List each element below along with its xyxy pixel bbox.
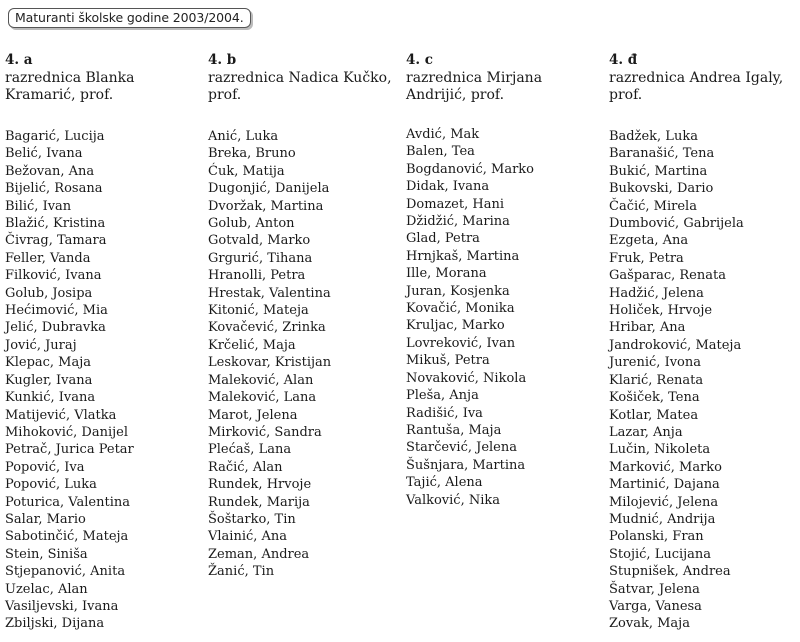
- student-name: Belić, Ivana: [5, 146, 83, 162]
- student-name: Marot, Jelena: [208, 407, 298, 423]
- student-name: Mudnić, Andrija: [609, 511, 716, 527]
- student-name: Hribar, Ana: [609, 320, 686, 336]
- student-name: Valković, Nika: [406, 492, 501, 508]
- student-name: Šoštarko, Tin: [208, 511, 296, 527]
- student-name: Mirković, Sandra: [208, 424, 322, 440]
- student-name: Ezgeta, Ana: [609, 233, 689, 249]
- student-name: Čivrag, Tamara: [5, 233, 107, 249]
- student-name: Ćuk, Matija: [208, 163, 285, 179]
- student-name: Starčević, Jelena: [406, 440, 517, 456]
- class-teacher: razrednica Nadica Kučko, prof.: [208, 70, 392, 103]
- student-name: Feller, Vanda: [5, 250, 91, 266]
- student-name: Avdić, Mak: [406, 127, 480, 142]
- student-name: Stjepanović, Anita: [5, 564, 126, 580]
- student-name: Zbiljski, Dijana: [5, 616, 105, 632]
- student-name: Krčelić, Maja: [208, 337, 296, 353]
- student-name: Radišić, Iva: [406, 405, 483, 421]
- student-name: Martinić, Dajana: [609, 477, 720, 493]
- student-name: Hadžić, Jelena: [609, 285, 704, 301]
- student-name: Pleša, Anja: [406, 388, 479, 404]
- student-name: Klepac, Maja: [5, 355, 92, 371]
- student-name: Sabotinčić, Mateja: [5, 529, 129, 545]
- student-name: Breka, Bruno: [208, 146, 296, 162]
- student-name: Bilić, Ivan: [5, 198, 72, 214]
- student-name: Jelić, Dubravka: [5, 320, 106, 336]
- student-name: Zovak, Maja: [609, 616, 690, 632]
- student-name: Rundek, Marija: [208, 494, 310, 510]
- student-name: Glad, Petra: [406, 231, 480, 247]
- page-title: Maturanti školske godine 2003/2004.: [8, 8, 251, 28]
- student-name: Kitonić, Mateja: [208, 303, 309, 319]
- student-name: Plećaš, Lana: [208, 442, 292, 458]
- student-name: Anić, Luka: [208, 129, 279, 144]
- student-name: Filković, Ivana: [5, 268, 102, 284]
- student-name: Kugler, Ivana: [5, 372, 93, 388]
- student-name: Salar, Mario: [5, 511, 86, 527]
- student-name: Kovačić, Monika: [406, 301, 515, 317]
- student-name: Bogdanović, Marko: [406, 161, 535, 177]
- student-name: Dumbović, Gabrijela: [609, 216, 744, 232]
- student-name: Fruk, Petra: [609, 250, 684, 266]
- student-name: Gotvald, Marko: [208, 233, 311, 249]
- student-name: Jović, Juraj: [5, 337, 77, 353]
- student-name: Dugonjić, Danijela: [208, 181, 330, 197]
- student-name: Maleković, Alan: [208, 372, 314, 388]
- student-name: Petrač, Jurica Petar: [5, 442, 134, 458]
- student-name: Hrnjkaš, Martina: [406, 248, 520, 264]
- student-name: Rantuša, Maja: [406, 422, 502, 438]
- student-name: Grgurić, Tihana: [208, 250, 313, 266]
- student-name: Bukić, Martina: [609, 163, 708, 179]
- student-name: Vlainić, Ana: [208, 529, 288, 545]
- student-name: Holiček, Hrvoje: [609, 303, 713, 319]
- student-name: Dvoržak, Martina: [208, 198, 324, 214]
- student-name: Zeman, Andrea: [208, 546, 310, 562]
- student-name: Blažić, Kristina: [5, 216, 106, 232]
- student-name: Jurenić, Ivona: [609, 355, 701, 371]
- student-name: Stojić, Lucijana: [609, 546, 712, 562]
- student-name: Polanski, Fran: [609, 529, 704, 545]
- student-name: Hrestak, Valentina: [208, 285, 331, 301]
- class-heading: 4. đ: [609, 52, 638, 68]
- student-name: Hećimović, Mia: [5, 303, 108, 319]
- class-heading: 4. a: [5, 52, 33, 68]
- student-name: Poturica, Valentina: [5, 494, 130, 510]
- student-name: Balen, Tea: [406, 144, 475, 160]
- student-name: Jandroković, Mateja: [609, 337, 742, 353]
- student-name: Bežovan, Ana: [5, 163, 95, 179]
- student-name: Bijelić, Rosana: [5, 181, 103, 197]
- student-name: Košiček, Tena: [609, 390, 700, 406]
- student-name: Domazet, Hani: [406, 196, 504, 212]
- class-teacher: razrednica Andrea Igaly, prof.: [609, 70, 784, 103]
- student-name: Milojević, Jelena: [609, 494, 719, 510]
- student-name: Hranolli, Petra: [208, 268, 306, 284]
- student-name: Klarić, Renata: [609, 372, 704, 388]
- student-name: Lovreković, Ivan: [406, 335, 516, 351]
- student-name: Varga, Vanesa: [609, 598, 702, 614]
- class-column-4b: [208, 52, 398, 580]
- student-name: Kotlar, Matea: [609, 407, 699, 423]
- class-heading: 4. b: [208, 52, 237, 68]
- student-list: [208, 128, 331, 581]
- class-column-4d: [609, 52, 799, 632]
- student-name: Bagarić, Lucija: [5, 129, 105, 144]
- student-name: Vasiljevski, Ivana: [5, 598, 119, 614]
- student-name: Stupnišek, Andrea: [609, 564, 731, 580]
- student-name: Marković, Marko: [609, 459, 723, 475]
- student-name: Rundek, Hrvoje: [208, 477, 312, 493]
- student-name: Kovačević, Zrinka: [208, 320, 326, 336]
- student-name: Gašparac, Renata: [609, 268, 726, 284]
- student-name: Žanić, Tin: [208, 564, 275, 580]
- class-teacher: razrednica Mirjana Andrijić, prof.: [406, 70, 543, 103]
- class-column-4a: [5, 52, 195, 632]
- class-heading: 4. c: [406, 52, 434, 68]
- student-name: Lučin, Nikoleta: [609, 442, 711, 458]
- student-name: Maleković, Lana: [208, 390, 317, 406]
- student-list: [5, 128, 134, 633]
- student-name: Šušnjara, Martina: [406, 457, 526, 473]
- student-name: Kruljac, Marko: [406, 318, 505, 334]
- class-column-4c: [406, 52, 606, 508]
- student-name: Račić, Alan: [208, 459, 283, 475]
- student-name: Ille, Morana: [406, 266, 487, 282]
- student-name: Popović, Iva: [5, 459, 85, 475]
- student-name: Šatvar, Jelena: [609, 581, 700, 597]
- student-name: Leskovar, Kristijan: [208, 355, 332, 371]
- student-name: Uzelac, Alan: [5, 581, 88, 597]
- student-name: Didak, Ivana: [406, 179, 490, 195]
- student-name: Badžek, Luka: [609, 129, 698, 144]
- student-name: Matijević, Vlatka: [5, 407, 117, 423]
- student-name: Bukovski, Dario: [609, 181, 714, 197]
- student-name: Juran, Kosjenka: [406, 283, 510, 299]
- student-name: Čačić, Mirela: [609, 198, 697, 214]
- student-name: Tajić, Alena: [406, 475, 483, 491]
- student-name: Popović, Luka: [5, 477, 97, 493]
- student-name: Lazar, Anja: [609, 424, 683, 440]
- student-name: Baranašić, Tena: [609, 146, 715, 162]
- student-name: Džidžić, Marina: [406, 214, 510, 230]
- student-name: Golub, Josipa: [5, 285, 93, 301]
- student-list: [609, 128, 744, 633]
- student-name: Mihoković, Danijel: [5, 424, 129, 440]
- class-teacher: razrednica Blanka Kramarić, prof.: [5, 70, 135, 103]
- student-name: Golub, Anton: [208, 216, 295, 232]
- student-name: Kunkić, Ivana: [5, 390, 96, 406]
- student-name: Stein, Siniša: [5, 546, 88, 562]
- student-list: [406, 126, 534, 509]
- student-name: Mikuš, Petra: [406, 353, 490, 369]
- student-name: Novaković, Nikola: [406, 370, 527, 386]
